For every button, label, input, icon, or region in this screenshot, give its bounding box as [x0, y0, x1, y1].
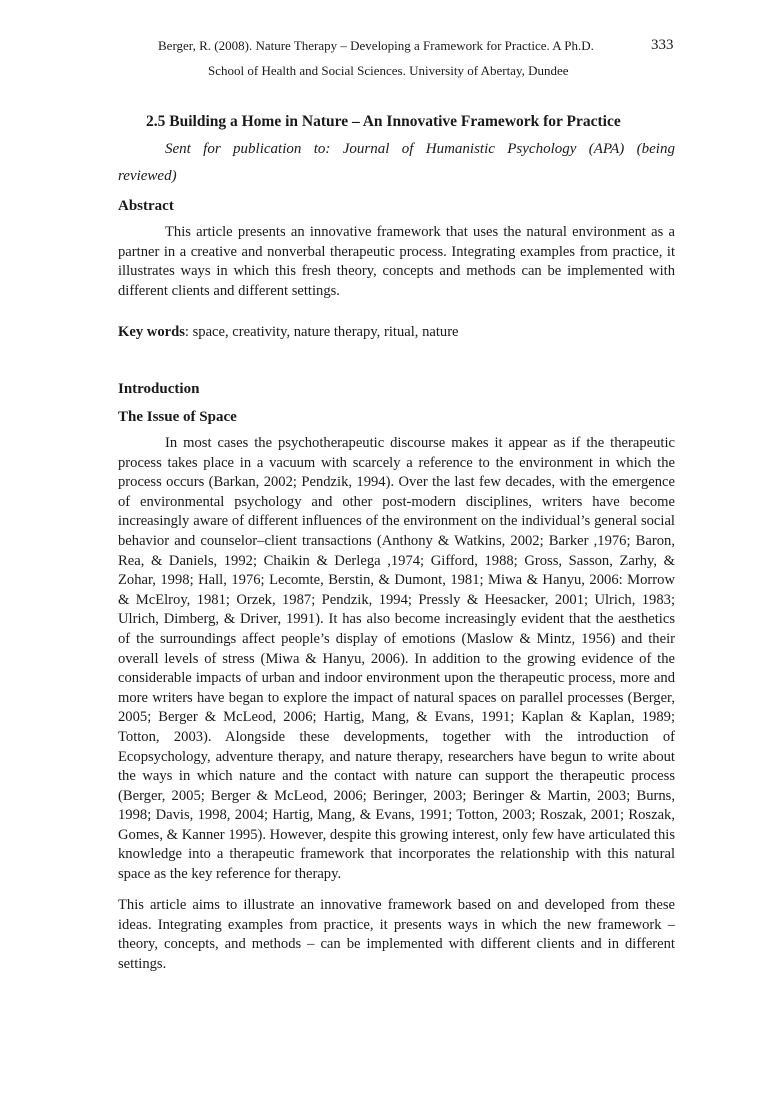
introduction-heading: Introduction — [118, 381, 200, 397]
abstract-text: This article presents an innovative framework that uses the natural environment as a partner in a creative and nonverbal therapeutic process. Integrating examples from practice, it illustrates ways in which this fresh theory, concepts and methods can be implemented with different clients and different settings. — [118, 224, 675, 299]
keywords-list: : space, creativity, nature therapy, ritual, nature — [184, 324, 459, 340]
publication-note-word: (being — [636, 141, 675, 157]
publication-note-word: publication — [233, 141, 302, 157]
publication-note-word: Sent — [165, 141, 191, 157]
abstract-heading: Abstract — [118, 198, 174, 214]
publication-note-word: (APA) — [588, 141, 625, 157]
subsection-heading: The Issue of Space — [118, 409, 237, 425]
publication-note-word: Psychology — [507, 141, 577, 157]
section-title: 2.5 Building a Home in Nature – An Innovative Framework for Practice — [146, 113, 621, 130]
publication-note-continued: reviewed) — [118, 168, 177, 184]
running-header-institution: School of Health and Social Sciences. University of Abertay, Dundee — [208, 63, 569, 78]
publication-note-word: of — [401, 141, 414, 157]
publication-note-word: Humanistic — [425, 141, 495, 157]
keywords-label: Key words — [118, 324, 185, 340]
keywords — [118, 324, 459, 341]
page-number: 333 — [651, 37, 674, 53]
running-header-citation: Berger, R. (2008). Nature Therapy – Developing a Framework for Practice. A Ph.D. — [158, 38, 594, 53]
publication-note-word: to: — [313, 141, 331, 157]
publication-note — [165, 141, 675, 158]
publication-note-word: for — [203, 141, 221, 157]
introduction-paragraph-1: In most cases the psychotherapeutic discourse makes it appear as if the therapeutic process takes place in a vacuum with scarcely a reference to the environment in which the process occurs (Barkan, 2002; Pendzik, 1994). Over the last few decades, with the emergence of environmental psychology and other post-modern disciplines, writers have become increasingly aware of different influences of the environment on the individual’s general social behavior and counselor–client transactions (Anthony & Watkins, 2002; Barker ,1976; Baron, Rea, & Daniels, 1992; Chaikin & Derlega ,1974; Gifford, 1988; Gross, Sasson, Zarhy, & Zohar, 1998; Hall, 1976; Lecomte, Berstin, & Dumont, 1981; Miwa & Hanyu, 2006: Morrow & McElroy, 1981; Orzek, 1987; Pendzik, 1994; Pressly & Heesacker, 2001; Ulrich, 1983; Ulrich, Dimberg, & Driver, 1991). It has also become increasingly evident that the aesthetics of the surroundings affect people’s display of emotions (Maslow & Mintz, 1956) and their overall levels of stress (Miwa & Hanyu, 2006). In addition to the growing evidence of the considerable impacts of urban and indoor environment upon the therapeutic process, more and more writers have began to explore the impact of natural spaces on parallel processes (Berger, 2005; Berger & McLeod, 2006; Hartig, Mang, & Evans, 1991; Kaplan & Kaplan, 1989; Totton, 2003). Alongside these developments, together with the introduction of Ecopsychology, adventure therapy, and nature therapy, researchers have begun to write about the ways in which nature and the contact with nature can support the therapeutic process (Berger, 2005; Berger & McLeod, 2006; Beringer, 2003; Beringer & Martin, 2003; Burns, 1998; Davis, 1998, 2004; Hartig, Mang, & Evans, 1991; Totton, 2003; Roszak, 2001; Roszak, Gomes, & Kanner 1995). However, despite this growing interest, only few have articulated this knowledge into a therapeutic framework that incorporates the relationship with this natural space as the key reference for therapy. — [118, 435, 675, 883]
publication-note-word: Journal — [342, 141, 390, 157]
introduction-paragraph-2: This article aims to illustrate an innovative framework based on and developed from these ideas. Integrating examples from practice, it presents ways in which the new framework – theory, concepts, and methods – can be implemented with different clients and in different settings. — [118, 897, 675, 972]
